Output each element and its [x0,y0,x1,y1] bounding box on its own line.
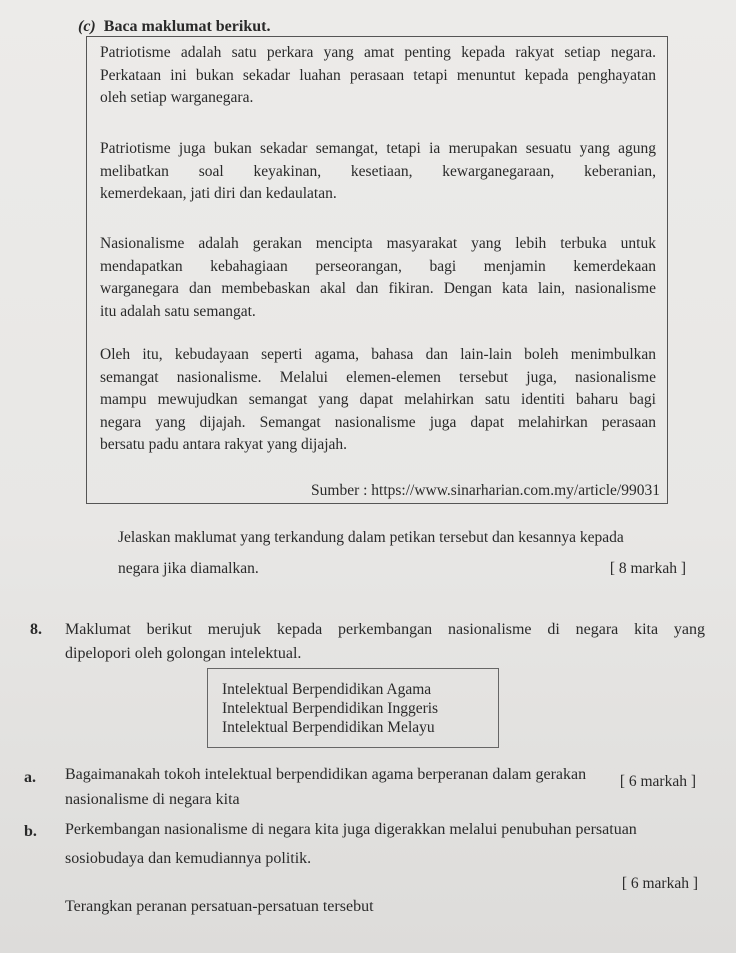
text-line: mendapatkan kebahagiaan perseorangan, bagi menjamin kemerdekaan [100,257,656,275]
text-line: melibatkan soal keyakinan, kesetiaan, kewarganegaraan, keberanian, [100,162,656,180]
intellectual-groups-list [222,680,438,737]
text-line: Nasionalisme adalah gerakan mencipta masyarakat yang lebih terbuka untuk [100,235,656,252]
text-line: kemerdekaan, jati diri dan kedaulatan. [100,185,337,202]
paragraph-3 [100,233,656,323]
text-line: Oleh itu, kebudayaan seperti agama, bahasa dan lain-lain boleh menimbulkan [100,346,656,363]
part-b-line-3: Terangkan peranan persatuan-persatuan tersebut [65,898,374,915]
text-line: negara yang dijajah. Semangat nasionalisme juga dapat melahirkan perasaan [100,413,656,431]
section-c-heading [78,18,270,36]
question-c-marks: [ 8 markah ] [609,560,686,577]
list-item: Intelektual Berpendidikan Melayu [222,719,435,736]
text-line: mampu mewujudkan semangat yang dapat melahirkan satu identiti baharu bagi [100,391,656,408]
part-a-line-1: Bagaimanakah tokoh intelektual berpendidikan agama berperanan dalam gerakan [65,766,587,783]
paragraph-1 [100,42,656,110]
section-c-label: (c) [78,18,96,35]
part-b-line-2: sosiobudaya dan kemudiannya politik. [65,850,312,867]
text-line: bersatu padu antara rakyat yang dijajah. [100,436,348,453]
text-line: semangat nasionalisme. Melalui elemen-elemen tersebut juga, nasionalisme [100,368,656,386]
question-8-number: 8. [30,621,42,638]
text-line: itu adalah satu semangat. [100,302,256,320]
part-b-marks: [ 6 markah ] [621,875,698,892]
text-line: warganegara dan membebaskan akal dan fikiran. Dengan kata lain, nasionalisme [100,280,656,297]
part-a-label: a. [24,769,36,786]
text-line: Patriotisme juga bukan sekadar semangat, tetapi ia merupakan sesuatu yang agung [100,140,656,157]
part-b-label: b. [24,823,37,840]
list-item: Intelektual Berpendidikan Agama [222,681,432,698]
section-c-title: Baca maklumat berikut. [103,18,271,35]
part-b-line-1: Perkembangan nasionalisme di negara kita juga digerakkan melalui penubuhan persatuan [65,821,637,838]
source-citation: Sumber : https://www.sinarharian.com.my/article/99031 [311,482,660,499]
list-item: Intelektual Berpendidikan Inggeris [222,700,439,717]
part-a-marks: [ 6 markah ] [619,773,696,790]
text-line: oleh setiap warganegara. [100,89,254,106]
text-line: Patriotisme adalah satu perkara yang amat penting kepada rakyat setiap negara. [100,44,656,61]
text-line: Perkataan ini bukan sekadar luahan perasaan tetapi menuntut kepada penghayatan [100,66,656,84]
paragraph-4 [100,344,656,457]
part-a-line-2: nasionalisme di negara kita [65,791,240,808]
question-8-line-1: Maklumat berikut merujuk kepada perkembangan nasionalisme di negara kita yang [65,621,705,638]
question-8-line-2: dipelopori oleh golongan intelektual. [65,645,302,662]
question-c-line-1: Jelaskan maklumat yang terkandung dalam petikan tersebut dan kesannya kepada [118,529,624,546]
question-c-line-2: negara jika diamalkan. [118,560,259,577]
paragraph-2 [100,138,656,206]
